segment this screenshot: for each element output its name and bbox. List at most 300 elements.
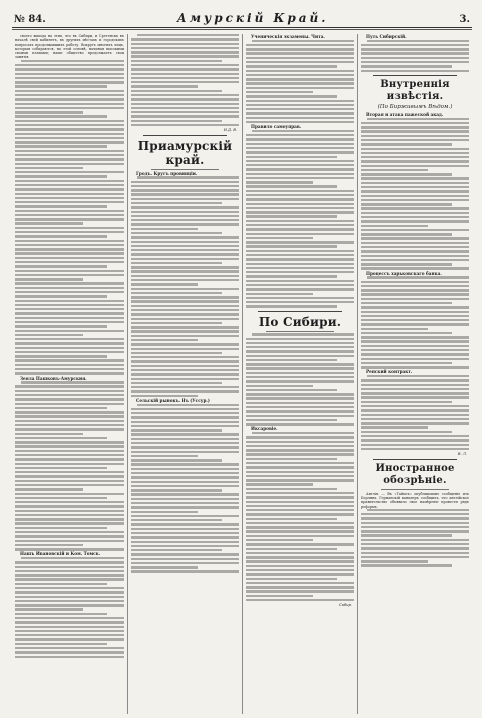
text-line xyxy=(246,293,313,295)
text-line xyxy=(15,510,124,512)
text-line xyxy=(246,363,354,365)
text-line xyxy=(246,496,354,498)
text-line xyxy=(246,552,354,554)
text-line xyxy=(131,528,239,530)
text-line xyxy=(15,321,124,323)
text-line xyxy=(131,511,198,513)
text-line xyxy=(131,211,239,213)
text-line xyxy=(361,220,469,222)
text-line xyxy=(15,295,107,297)
text-line xyxy=(246,501,354,503)
text-line xyxy=(131,519,222,521)
text-line xyxy=(361,70,469,72)
text-line xyxy=(131,421,239,423)
text-line xyxy=(15,180,124,182)
text-line xyxy=(131,489,222,491)
text-line xyxy=(361,250,469,252)
text-line xyxy=(131,283,198,285)
text-line xyxy=(131,181,239,183)
text-line xyxy=(15,240,124,242)
text-line xyxy=(15,107,124,109)
text-line xyxy=(131,305,239,307)
text-line xyxy=(15,64,124,66)
text-line xyxy=(131,103,239,105)
article-body xyxy=(246,130,354,308)
text-line xyxy=(15,287,124,289)
text-line xyxy=(15,656,124,658)
text-line xyxy=(15,613,107,615)
article-body xyxy=(246,333,354,425)
text-line xyxy=(361,199,469,201)
text-line xyxy=(246,117,354,119)
text-line xyxy=(15,647,124,649)
text-line xyxy=(15,124,124,126)
text-line xyxy=(361,543,469,545)
text-line xyxy=(15,158,124,160)
text-line xyxy=(246,423,354,425)
text-line xyxy=(131,107,239,109)
text-line xyxy=(15,175,107,177)
text-line xyxy=(15,111,83,113)
article-text: Англія. — Въ «Таймсъ» опубликовано сообщеніе изъ Берлина. Германскій канцлеръ сообщилъ, что англійское правительство объявило свое намѣреніе провести рядъ реформъ. xyxy=(361,491,469,509)
text-line xyxy=(131,68,239,70)
text-line xyxy=(246,560,354,562)
text-line xyxy=(15,403,124,405)
text-line xyxy=(246,147,354,149)
text-line xyxy=(246,367,354,369)
text-line xyxy=(15,120,124,122)
text-line xyxy=(137,404,239,406)
text-line xyxy=(361,306,469,308)
text-line xyxy=(131,493,239,495)
text-line xyxy=(361,263,452,265)
text-line xyxy=(246,543,354,545)
text-line xyxy=(15,355,107,357)
text-line xyxy=(246,203,354,205)
text-line xyxy=(15,261,124,263)
text-line xyxy=(246,509,354,511)
article-lead: Иксаровіе. xyxy=(251,426,278,432)
text-line xyxy=(15,342,124,344)
text-line xyxy=(367,375,469,377)
text-line xyxy=(131,502,239,504)
article-lead: Сельскій рынокъ. Нъ (Уссур.) xyxy=(136,397,210,403)
text-line xyxy=(15,218,124,220)
text-line xyxy=(15,205,107,207)
text-line xyxy=(131,416,239,418)
text-line xyxy=(15,77,124,79)
text-line xyxy=(361,539,469,541)
text-line xyxy=(361,281,469,283)
newspaper-title: Амурскій Край. xyxy=(176,11,329,25)
text-line xyxy=(246,52,354,54)
text-line xyxy=(246,104,354,106)
text-line xyxy=(246,275,337,277)
article-body xyxy=(131,176,239,397)
text-line xyxy=(15,450,124,452)
text-line xyxy=(131,241,239,243)
text-line xyxy=(361,315,469,317)
text-line xyxy=(131,318,239,320)
text-line xyxy=(131,292,222,294)
text-line xyxy=(361,439,469,441)
text-line xyxy=(131,245,239,247)
text-line xyxy=(131,523,239,525)
text-line xyxy=(361,358,469,360)
text-line xyxy=(131,228,198,230)
text-line xyxy=(15,458,124,460)
text-line xyxy=(15,437,107,439)
text-line xyxy=(15,85,107,87)
text-line xyxy=(131,47,239,49)
text-line xyxy=(131,549,222,551)
text-line xyxy=(131,253,239,255)
text-line xyxy=(131,266,239,268)
text-line xyxy=(246,539,313,541)
text-line xyxy=(361,353,469,355)
text-line xyxy=(246,233,354,235)
column-2 xyxy=(127,34,242,714)
article-body xyxy=(131,34,239,126)
text-line xyxy=(246,164,354,166)
text-line xyxy=(15,638,124,640)
text-line xyxy=(15,347,124,349)
text-line xyxy=(361,560,428,562)
text-line xyxy=(131,378,239,380)
text-line xyxy=(246,301,354,303)
text-line xyxy=(15,433,83,435)
signature: Сибир. xyxy=(338,603,352,608)
text-line xyxy=(15,518,124,520)
text-line xyxy=(15,621,124,623)
text-line xyxy=(361,534,452,536)
text-line xyxy=(246,134,354,136)
text-line xyxy=(15,227,124,229)
text-line xyxy=(361,57,469,59)
columns xyxy=(12,34,472,714)
text-line xyxy=(246,108,354,110)
text-line xyxy=(246,483,313,485)
text-line xyxy=(361,61,469,63)
text-line xyxy=(246,599,354,601)
text-line xyxy=(361,362,452,364)
text-line xyxy=(15,312,124,314)
text-line xyxy=(246,441,354,443)
text-line xyxy=(131,451,239,453)
text-line xyxy=(131,219,239,221)
text-line xyxy=(15,325,107,327)
text-line xyxy=(131,43,239,45)
text-line xyxy=(15,617,124,619)
text-line xyxy=(246,535,354,537)
text-line xyxy=(131,365,239,367)
text-line xyxy=(361,126,469,128)
text-line xyxy=(131,481,239,483)
text-line xyxy=(367,118,469,120)
text-line xyxy=(361,148,469,150)
text-line xyxy=(361,237,469,239)
text-line xyxy=(361,65,452,67)
text-line xyxy=(246,121,354,123)
text-line xyxy=(131,541,239,543)
text-line xyxy=(131,343,239,345)
text-line xyxy=(367,276,469,278)
text-line xyxy=(246,220,354,222)
masthead xyxy=(12,5,472,28)
text-line xyxy=(15,291,124,293)
text-line xyxy=(252,130,354,132)
text-line xyxy=(15,368,124,370)
text-line xyxy=(131,360,239,362)
text-line xyxy=(15,317,124,319)
text-line xyxy=(131,335,239,337)
text-line xyxy=(246,245,337,247)
text-line xyxy=(15,252,124,254)
text-line xyxy=(15,201,124,203)
text-line xyxy=(361,195,469,197)
text-line xyxy=(361,186,469,188)
text-line xyxy=(131,300,239,302)
text-line xyxy=(131,433,239,435)
text-line xyxy=(131,395,198,397)
text-line xyxy=(15,407,107,409)
text-line xyxy=(246,241,354,243)
divider xyxy=(381,489,449,490)
text-line xyxy=(246,156,337,158)
text-line xyxy=(15,248,124,250)
column-1 xyxy=(12,34,127,714)
text-line xyxy=(15,81,124,83)
text-line xyxy=(361,522,469,524)
text-line xyxy=(131,468,239,470)
text-line xyxy=(361,435,469,437)
text-line xyxy=(15,527,107,529)
text-line xyxy=(361,216,469,218)
text-line xyxy=(131,189,239,191)
text-line xyxy=(246,250,354,252)
text-line xyxy=(15,73,124,75)
text-line xyxy=(246,185,337,187)
divider xyxy=(151,169,219,170)
text-line xyxy=(246,143,354,145)
text-line xyxy=(361,422,469,424)
text-line xyxy=(246,284,354,286)
text-line xyxy=(361,448,469,450)
section-subheading: (По Бирживымъ Вѣдом.) xyxy=(377,103,453,110)
text-line xyxy=(15,94,124,96)
text-line xyxy=(15,154,124,156)
text-line xyxy=(361,293,469,295)
text-line xyxy=(246,194,354,196)
text-line xyxy=(15,274,124,276)
text-line xyxy=(131,562,239,564)
text-line xyxy=(361,143,452,145)
article-lead: Нашъ Ивановскій и Ком. Томск. xyxy=(20,551,101,557)
text-line xyxy=(246,513,354,515)
page-number: 3. xyxy=(459,14,470,25)
text-line xyxy=(361,340,469,342)
text-line xyxy=(15,330,124,332)
text-line xyxy=(361,152,469,154)
text-line xyxy=(15,531,124,533)
text-line xyxy=(246,415,354,417)
text-line xyxy=(131,296,239,298)
text-line xyxy=(15,214,124,216)
text-line xyxy=(15,304,124,306)
text-line xyxy=(15,467,107,469)
text-line xyxy=(246,436,354,438)
text-line xyxy=(246,359,337,361)
text-line xyxy=(246,181,313,183)
text-line xyxy=(361,431,452,433)
text-line xyxy=(15,424,124,426)
text-line xyxy=(131,390,239,392)
text-line xyxy=(246,445,354,447)
text-line xyxy=(361,165,469,167)
text-line xyxy=(15,265,107,267)
article-lead: Ренский контракт. xyxy=(366,369,413,375)
text-line xyxy=(131,313,239,315)
article-body xyxy=(246,40,354,124)
text-line xyxy=(361,405,469,407)
article-body xyxy=(131,404,239,573)
text-line xyxy=(131,98,239,100)
text-line xyxy=(15,651,124,653)
text-line xyxy=(131,322,222,324)
text-line xyxy=(246,590,354,592)
text-line xyxy=(246,462,354,464)
text-line xyxy=(15,445,124,447)
text-line xyxy=(15,463,124,465)
text-line xyxy=(361,233,452,235)
text-line xyxy=(15,480,124,482)
text-line xyxy=(246,173,354,175)
text-line xyxy=(246,177,354,179)
text-line xyxy=(131,408,239,410)
text-line xyxy=(21,60,124,62)
text-line xyxy=(15,115,107,117)
text-line xyxy=(15,334,83,336)
signature: В. Л. xyxy=(457,452,467,457)
text-line xyxy=(15,222,83,224)
text-line xyxy=(131,558,239,560)
text-line xyxy=(15,167,83,169)
text-line xyxy=(246,190,354,192)
text-line xyxy=(15,141,124,143)
text-line xyxy=(361,182,469,184)
text-line xyxy=(131,270,239,272)
text-line xyxy=(361,513,469,515)
text-line xyxy=(246,586,354,588)
text-line xyxy=(15,643,107,645)
text-line xyxy=(15,454,124,456)
text-line xyxy=(131,55,239,57)
text-line xyxy=(15,188,124,190)
text-line xyxy=(246,397,354,399)
article-lead: Гродъ. Кругъ провинціи. xyxy=(136,170,198,176)
text-line xyxy=(361,298,469,300)
text-line xyxy=(15,231,124,233)
text-line xyxy=(15,235,107,237)
text-line xyxy=(15,398,124,400)
text-line xyxy=(361,332,452,334)
text-line xyxy=(246,573,354,575)
text-line xyxy=(15,578,124,580)
text-line xyxy=(131,438,239,440)
text-line xyxy=(15,137,124,139)
text-line xyxy=(246,271,354,273)
article-body xyxy=(15,557,124,658)
article-body xyxy=(361,118,469,270)
text-line xyxy=(131,498,239,500)
text-line xyxy=(246,61,354,63)
text-line xyxy=(15,471,124,473)
text-line xyxy=(131,545,239,547)
text-line xyxy=(246,78,354,80)
text-line xyxy=(15,514,124,516)
text-line xyxy=(246,350,354,352)
text-line xyxy=(131,215,239,217)
text-line xyxy=(361,319,469,321)
text-line xyxy=(131,476,239,478)
text-line xyxy=(361,517,469,519)
text-line xyxy=(252,432,354,434)
text-line xyxy=(131,262,222,264)
text-line xyxy=(246,488,337,490)
text-line xyxy=(15,574,124,576)
text-line xyxy=(15,390,124,392)
text-line xyxy=(246,258,354,260)
issue-number: № 84. xyxy=(14,14,46,25)
text-line xyxy=(246,475,354,477)
article-lead: Зеяла Пашковъ-Амурския. xyxy=(20,375,87,381)
text-line xyxy=(131,51,239,53)
text-line xyxy=(361,336,469,338)
text-line xyxy=(361,156,469,158)
text-line xyxy=(252,333,354,335)
text-line xyxy=(246,548,337,550)
text-line xyxy=(361,526,469,528)
text-line xyxy=(246,82,354,84)
text-line xyxy=(15,591,124,593)
text-line xyxy=(246,198,354,200)
text-line xyxy=(131,236,239,238)
text-line xyxy=(361,547,469,549)
text-line xyxy=(131,412,239,414)
text-line xyxy=(15,364,124,366)
text-line xyxy=(15,184,124,186)
text-line xyxy=(361,328,428,330)
text-line xyxy=(246,87,354,89)
text-line xyxy=(361,259,469,261)
divider xyxy=(258,311,342,312)
text-line xyxy=(361,426,428,428)
text-line xyxy=(361,169,428,171)
text-line xyxy=(15,278,83,280)
text-line xyxy=(131,38,239,40)
text-line xyxy=(246,57,354,59)
text-line xyxy=(15,626,124,628)
text-line xyxy=(15,150,124,152)
text-line xyxy=(15,411,124,413)
text-line xyxy=(361,323,469,325)
text-line xyxy=(246,100,354,102)
text-line xyxy=(361,311,469,313)
text-line xyxy=(246,168,354,170)
text-line xyxy=(15,270,124,272)
text-line xyxy=(15,68,124,70)
text-line xyxy=(246,406,354,408)
